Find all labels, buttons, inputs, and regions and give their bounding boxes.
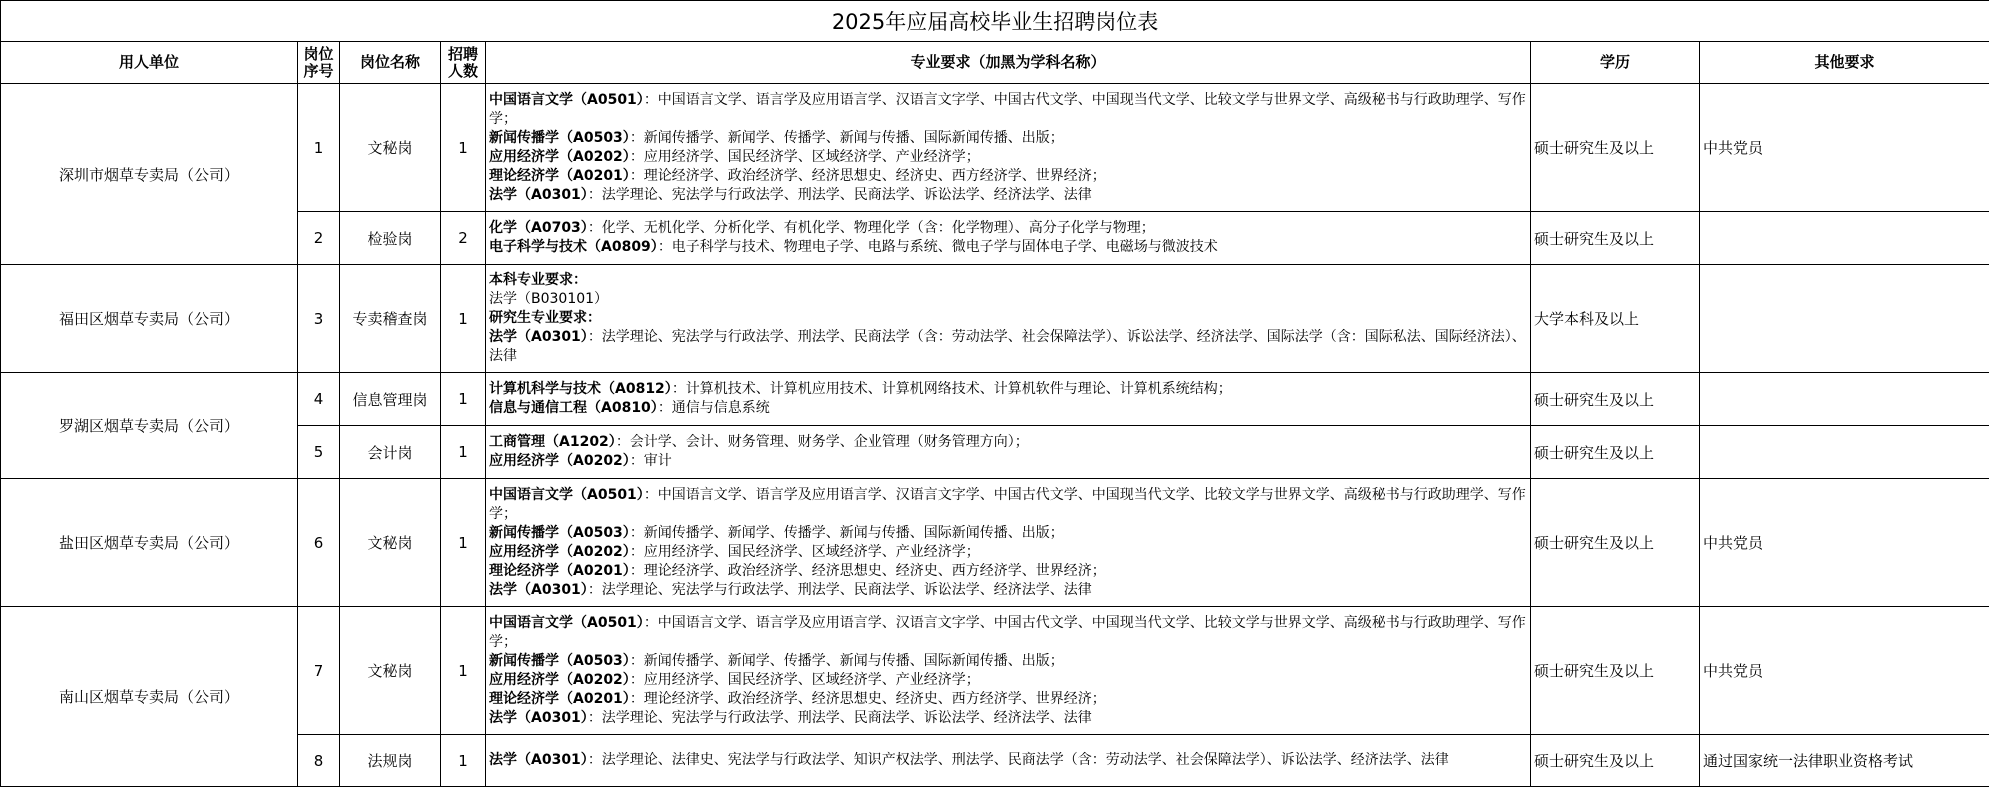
education-cell: 大学本科及以上 (1531, 265, 1700, 373)
position-name-cell: 会计岗 (340, 426, 441, 479)
unit-cell: 盐田区烟草专卖局（公司） (1, 479, 298, 607)
unit-cell: 罗湖区烟草专卖局（公司） (1, 373, 298, 479)
education-cell: 硕士研究生及以上 (1531, 212, 1700, 265)
education-cell: 硕士研究生及以上 (1531, 426, 1700, 479)
position-name-cell: 文秘岗 (340, 479, 441, 607)
header-edu: 学历 (1531, 42, 1700, 84)
seq-cell: 1 (298, 84, 340, 212)
table-row (1, 373, 1989, 426)
count-cell: 1 (441, 735, 486, 787)
count-cell: 1 (441, 84, 486, 212)
major-cell: 中国语言文学（A0501）：中国语言文学、语言学及应用语言学、汉语言文字学、中国古代文学、中国现当代文学、比较文学与世界文学、高级秘书与行政助理学、写作学； 新闻传播学（A0503）：新闻传播学、新闻学、传播学、新闻与传播、国际新闻传播、出版； 应用经济学（A0202）：应用经济学、国民经济学、区域经济学、产业经济学； 理论经济学（A0201）：理论经济学、政治经济学、经济思想史、经济史、西方经济学、世界经济； 法学（A0301）：法学理论、宪法学与行政法学、刑法学、民商法学、诉讼法学、经济法学、法律 (486, 607, 1531, 735)
other-cell (1700, 426, 1989, 479)
other-cell (1700, 373, 1989, 426)
position-name-cell: 文秘岗 (340, 84, 441, 212)
table-row (1, 265, 1989, 373)
education-cell: 硕士研究生及以上 (1531, 373, 1700, 426)
major-cell: 本科专业要求： 法学（B030101） 研究生专业要求： 法学（A0301）：法学理论、宪法学与行政法学、刑法学、民商法学（含：劳动法学、社会保障法学）、诉讼法学、经济法学、国际法学（含：国际私法、国际经济法）、法律 (486, 265, 1531, 373)
table-row (1, 84, 1989, 212)
other-cell: 中共党员 (1700, 607, 1989, 735)
education-cell: 硕士研究生及以上 (1531, 84, 1700, 212)
page-title: 2025年应届高校毕业生招聘岗位表 (1, 1, 1989, 42)
other-cell: 通过国家统一法律职业资格考试 (1700, 735, 1989, 787)
other-cell: 中共党员 (1700, 84, 1989, 212)
table-row (1, 479, 1989, 607)
unit-cell: 福田区烟草专卖局（公司） (1, 265, 298, 373)
other-cell (1700, 265, 1989, 373)
count-cell: 1 (441, 607, 486, 735)
position-name-cell: 文秘岗 (340, 607, 441, 735)
unit-cell: 深圳市烟草专卖局（公司） (1, 84, 298, 265)
table-row (1, 212, 1989, 265)
other-cell: 中共党员 (1700, 479, 1989, 607)
table-row (1, 735, 1989, 787)
header-row (1, 42, 1989, 84)
education-cell: 硕士研究生及以上 (1531, 735, 1700, 787)
position-name-cell: 专卖稽查岗 (340, 265, 441, 373)
count-cell: 1 (441, 479, 486, 607)
major-cell: 工商管理（A1202）：会计学、会计、财务管理、财务学、企业管理（财务管理方向）； 应用经济学（A0202）：审计 (486, 426, 1531, 479)
seq-cell: 8 (298, 735, 340, 787)
header-other: 其他要求 (1700, 42, 1989, 84)
header-count: 招聘人数 (441, 42, 486, 84)
position-name-cell: 检验岗 (340, 212, 441, 265)
major-cell: 化学（A0703）：化学、无机化学、分析化学、有机化学、物理化学（含：化学物理）、高分子化学与物理； 电子科学与技术（A0809）：电子科学与技术、物理电子学、电路与系统、微电子学与固体电子学、电磁场与微波技术 (486, 212, 1531, 265)
count-cell: 2 (441, 212, 486, 265)
count-cell: 1 (441, 373, 486, 426)
seq-cell: 6 (298, 479, 340, 607)
count-cell: 1 (441, 426, 486, 479)
header-seq: 岗位序号 (298, 42, 340, 84)
seq-cell: 2 (298, 212, 340, 265)
header-unit: 用人单位 (1, 42, 298, 84)
position-name-cell: 法规岗 (340, 735, 441, 787)
major-cell: 法学（A0301）：法学理论、法律史、宪法学与行政法学、知识产权法学、刑法学、民商法学（含：劳动法学、社会保障法学）、诉讼法学、经济法学、法律 (486, 735, 1531, 787)
seq-cell: 4 (298, 373, 340, 426)
position-name-cell: 信息管理岗 (340, 373, 441, 426)
major-cell: 计算机科学与技术（A0812）：计算机技术、计算机应用技术、计算机网络技术、计算机软件与理论、计算机系统结构； 信息与通信工程（A0810）：通信与信息系统 (486, 373, 1531, 426)
major-cell: 中国语言文学（A0501）：中国语言文学、语言学及应用语言学、汉语言文字学、中国古代文学、中国现当代文学、比较文学与世界文学、高级秘书与行政助理学、写作学； 新闻传播学（A0503）：新闻传播学、新闻学、传播学、新闻与传播、国际新闻传播、出版； 应用经济学（A0202）：应用经济学、国民经济学、区域经济学、产业经济学； 理论经济学（A0201）：理论经济学、政治经济学、经济思想史、经济史、西方经济学、世界经济； 法学（A0301）：法学理论、宪法学与行政法学、刑法学、民商法学、诉讼法学、经济法学、法律 (486, 84, 1531, 212)
education-cell: 硕士研究生及以上 (1531, 607, 1700, 735)
other-cell (1700, 212, 1989, 265)
count-cell: 1 (441, 265, 486, 373)
education-cell: 硕士研究生及以上 (1531, 479, 1700, 607)
seq-cell: 7 (298, 607, 340, 735)
major-cell: 中国语言文学（A0501）：中国语言文学、语言学及应用语言学、汉语言文字学、中国古代文学、中国现当代文学、比较文学与世界文学、高级秘书与行政助理学、写作学； 新闻传播学（A0503）：新闻传播学、新闻学、传播学、新闻与传播、国际新闻传播、出版； 应用经济学（A0202）：应用经济学、国民经济学、区域经济学、产业经济学； 理论经济学（A0201）：理论经济学、政治经济学、经济思想史、经济史、西方经济学、世界经济； 法学（A0301）：法学理论、宪法学与行政法学、刑法学、民商法学、诉讼法学、经济法学、法律 (486, 479, 1531, 607)
table-row (1, 607, 1989, 735)
unit-cell: 南山区烟草专卖局（公司） (1, 607, 298, 787)
seq-cell: 5 (298, 426, 340, 479)
table-row (1, 426, 1989, 479)
header-major: 专业要求（加黑为学科名称） (486, 42, 1531, 84)
header-name: 岗位名称 (340, 42, 441, 84)
seq-cell: 3 (298, 265, 340, 373)
